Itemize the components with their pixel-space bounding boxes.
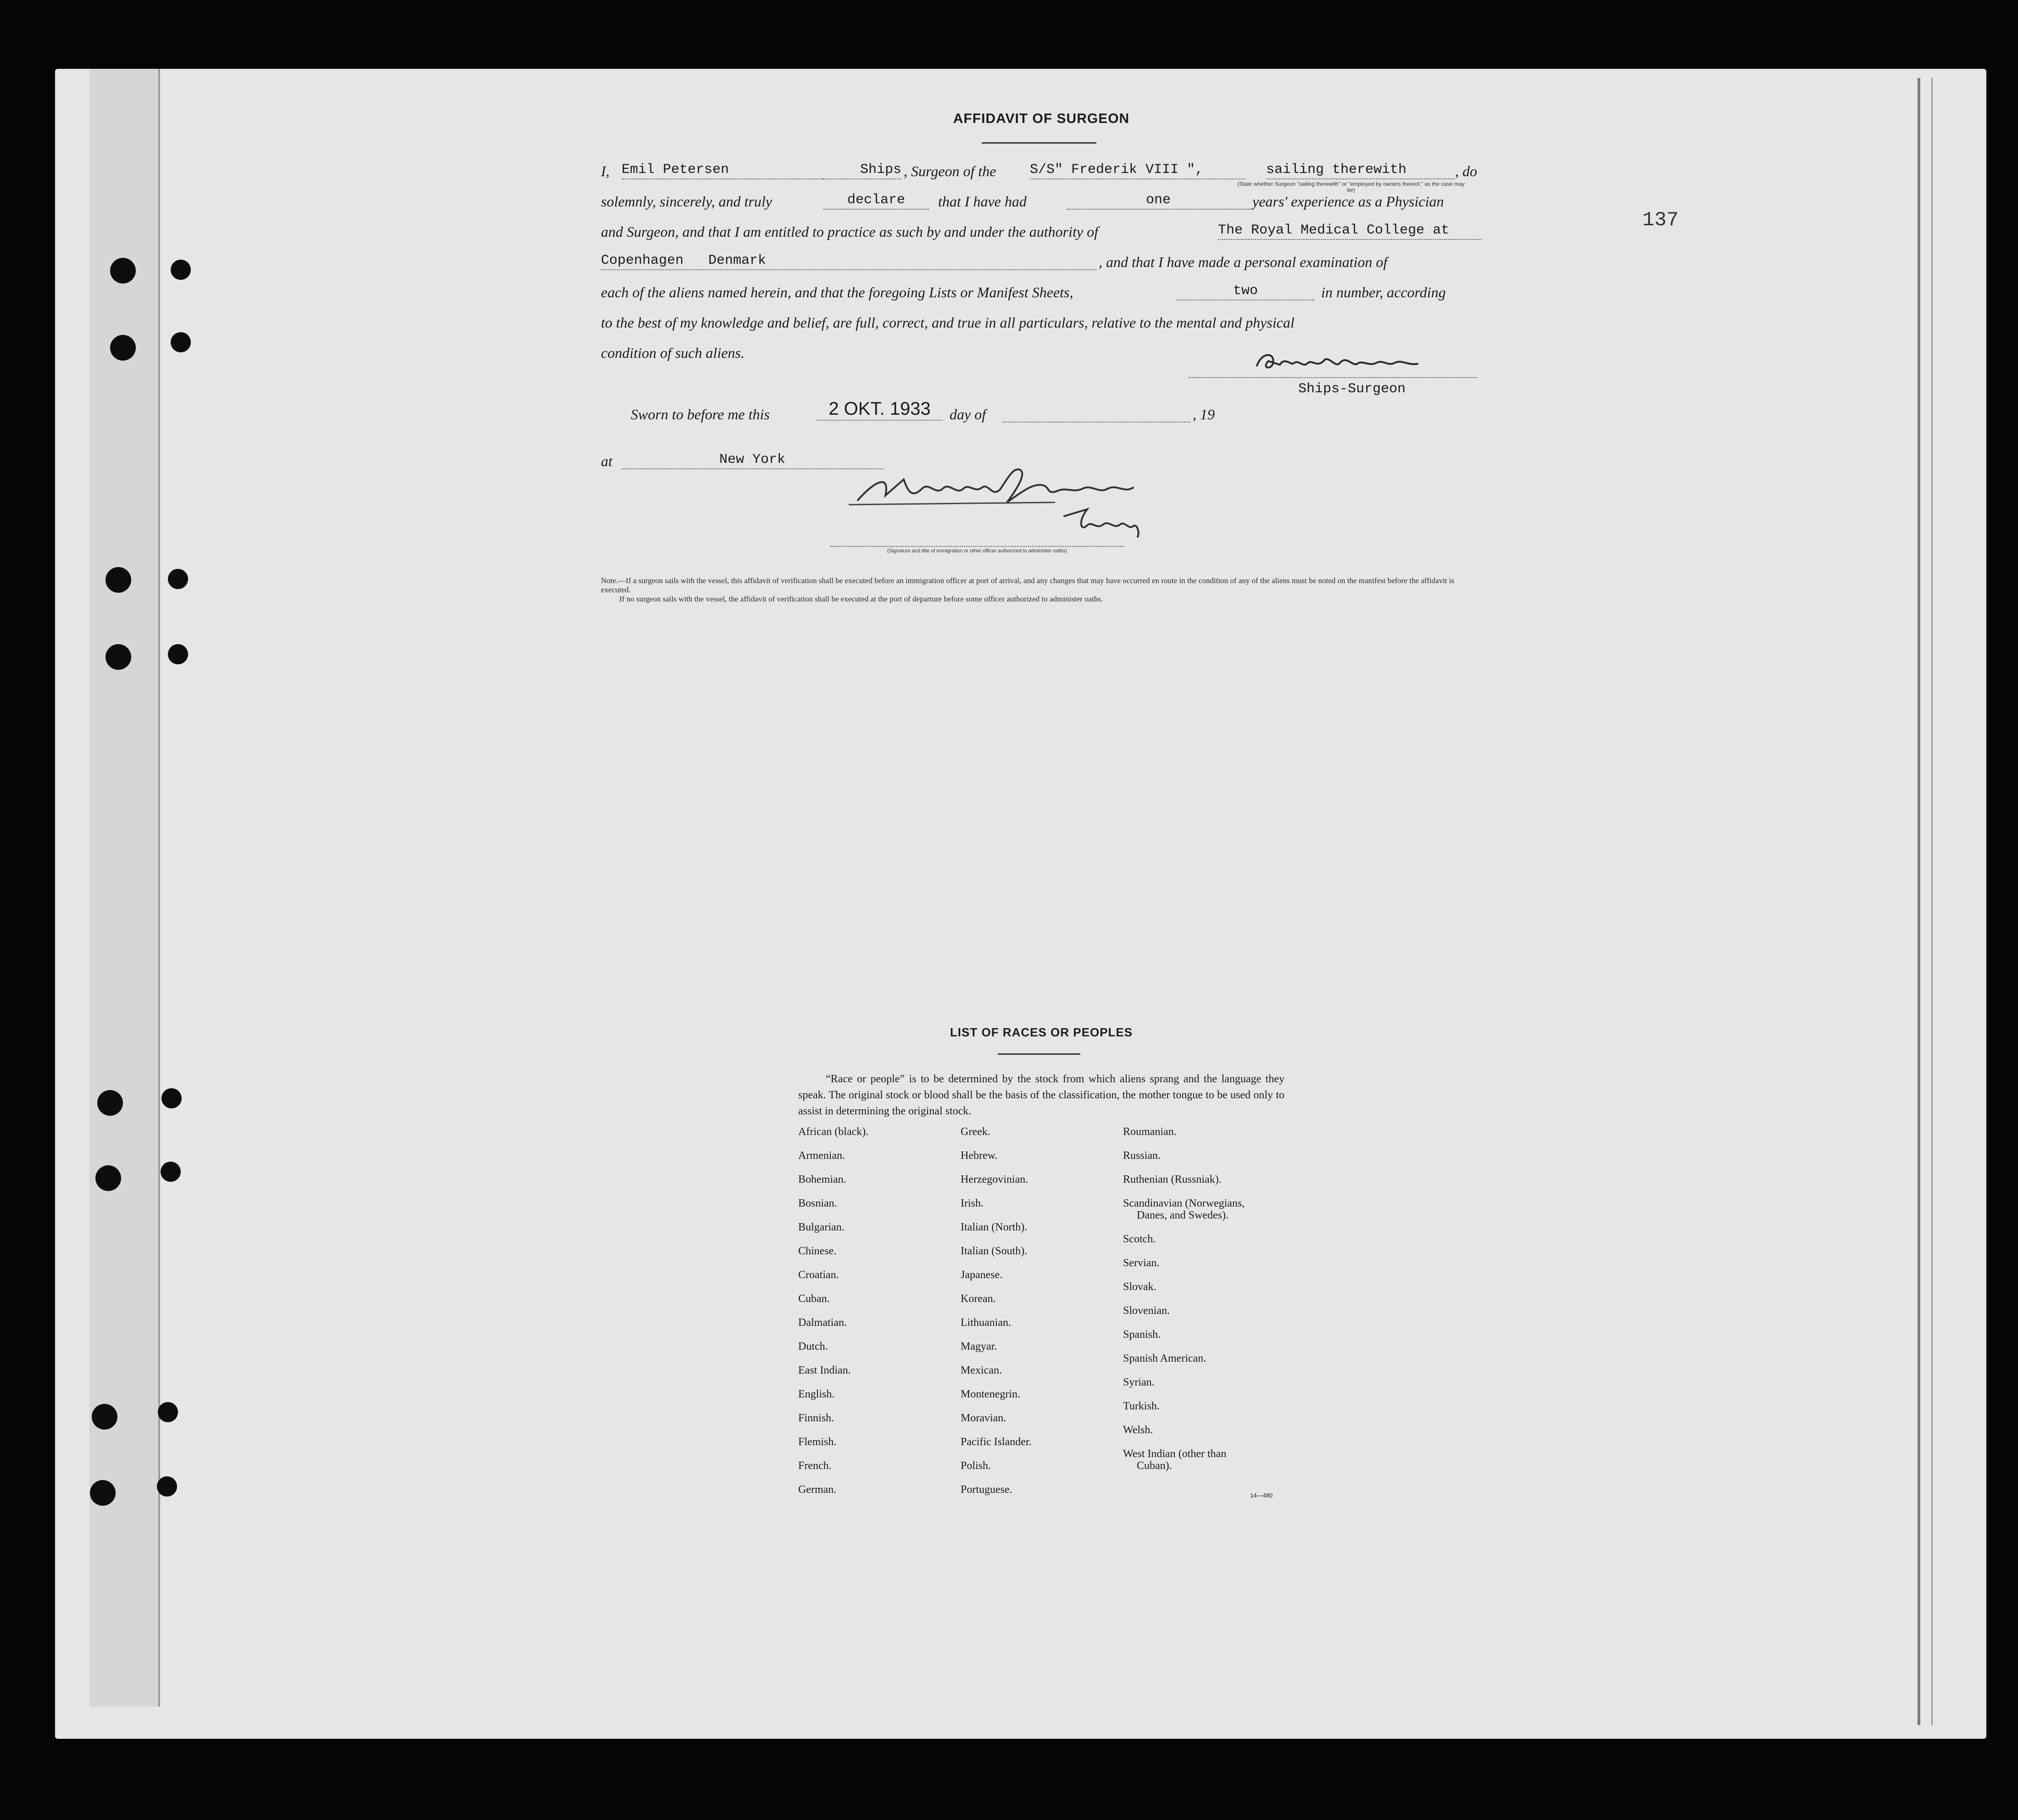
punch-hole bbox=[106, 644, 131, 670]
authority-field: The Royal Medical College at bbox=[1218, 223, 1482, 240]
signature-line bbox=[1188, 377, 1477, 378]
race-item: Bohemian. bbox=[798, 1174, 846, 1186]
race-item: Italian (South). bbox=[961, 1245, 1028, 1257]
punch-hole bbox=[97, 1090, 123, 1116]
text-condition: condition of such aliens. bbox=[601, 345, 745, 361]
race-item: Ruthenian (Russniak). bbox=[1123, 1174, 1222, 1186]
race-item: Roumanian. bbox=[1123, 1126, 1177, 1138]
race-item: East Indian. bbox=[798, 1364, 851, 1376]
race-item: Scotch. bbox=[1123, 1233, 1156, 1245]
text-years-experience: years' experience as a Physician bbox=[1252, 193, 1444, 210]
race-item: Magyar. bbox=[961, 1341, 997, 1352]
races-intro: “Race or people” is to be determined by the stock from which aliens sprang and the language they speak. The original stock or blood shall be the basis of the classification, the mother tongue to be used only to assist in determining the original stock. bbox=[798, 1073, 1284, 1117]
race-item: Turkish. bbox=[1123, 1400, 1160, 1412]
race-item: Pacific Islander. bbox=[961, 1436, 1032, 1448]
race-item: Hebrew. bbox=[961, 1150, 998, 1162]
affidavit-line-3 bbox=[601, 223, 1482, 251]
race-item: Mexican. bbox=[961, 1364, 1002, 1376]
text-solemnly: solemnly, sincerely, and truly bbox=[601, 193, 772, 210]
officer-signature bbox=[849, 452, 1197, 539]
verification-note bbox=[601, 576, 1482, 604]
page-number: 137 bbox=[1642, 209, 1679, 232]
races-column-1 bbox=[798, 1126, 868, 1508]
signature-title: Ships-Surgeon bbox=[1298, 381, 1406, 397]
races-title-rule bbox=[998, 1053, 1080, 1055]
race-item: Irish. bbox=[961, 1197, 984, 1209]
text-surgeon-of: , Surgeon of the bbox=[904, 163, 996, 179]
race-item: Syrian. bbox=[1123, 1376, 1155, 1388]
text-at: at bbox=[601, 453, 612, 469]
affidavit-line-5 bbox=[601, 284, 1482, 312]
race-item: Greek. bbox=[961, 1126, 990, 1138]
surgeon-name-field: Emil Petersen bbox=[622, 163, 823, 179]
text-in-number: in number, according bbox=[1321, 284, 1446, 301]
text-that-i-have-had: that I have had bbox=[938, 193, 1027, 210]
race-item: Polish. bbox=[961, 1460, 991, 1472]
race-item: Korean. bbox=[961, 1293, 996, 1305]
page-edge-inner bbox=[1931, 78, 1933, 1725]
note-text-2: If no surgeon sails with the vessel, the affidavit of verification shall be executed at the port of departure before some officer authorized to administer oaths. bbox=[619, 595, 1103, 603]
capacity-note: (State whether Surgeon "sailing therewith" or "employed by owners thereof," as the case may be) bbox=[1237, 181, 1465, 193]
races-title: LIST OF RACES OR PEOPLES bbox=[950, 1025, 1133, 1039]
affidavit-line-6 bbox=[601, 314, 1482, 342]
punch-hole bbox=[168, 569, 188, 589]
text-each-of-the-aliens: each of the aliens named herein, and that the foregoing Lists or Manifest Sheets, bbox=[601, 284, 1073, 301]
authority-field-cont: Copenhagen Denmark bbox=[601, 254, 1096, 270]
place-field: New York bbox=[622, 453, 883, 469]
years-field: one bbox=[1067, 193, 1250, 210]
text-personal-examination: , and that I have made a personal examination of bbox=[1099, 254, 1388, 270]
text-day-of: day of bbox=[950, 406, 986, 423]
punch-hole bbox=[95, 1165, 121, 1191]
binding-margin bbox=[89, 69, 160, 1707]
races-column-2 bbox=[961, 1126, 1032, 1508]
punch-hole bbox=[171, 260, 191, 280]
affidavit-title: AFFIDAVIT OF SURGEON bbox=[953, 111, 1130, 126]
officer-signature-line bbox=[830, 546, 1124, 547]
text-sworn: Sworn to before me this bbox=[631, 406, 770, 423]
race-item: Slovak. bbox=[1123, 1281, 1156, 1293]
text-and-surgeon: and Surgeon, and that I am entitled to practice as such by and under the authority of bbox=[601, 223, 1098, 240]
race-item: Finnish. bbox=[798, 1412, 834, 1424]
race-item: Croatian. bbox=[798, 1269, 839, 1281]
sheets-field: two bbox=[1177, 284, 1314, 301]
race-item: Italian (North). bbox=[961, 1221, 1028, 1233]
race-item: Herzegovinian. bbox=[961, 1174, 1028, 1186]
date-stamp: 2 OKT. 1933 bbox=[817, 400, 943, 421]
race-item: Lithuanian. bbox=[961, 1317, 1011, 1329]
race-item: French. bbox=[798, 1460, 832, 1472]
race-item: African (black). bbox=[798, 1126, 869, 1138]
vessel-field: S/S" Frederik VIII ", bbox=[1030, 163, 1245, 179]
punch-hole bbox=[158, 1402, 178, 1422]
race-item: Servian. bbox=[1123, 1257, 1160, 1269]
race-item: German. bbox=[798, 1484, 837, 1496]
race-item: Slovenian. bbox=[1123, 1305, 1170, 1317]
race-item: Dalmatian. bbox=[798, 1317, 847, 1329]
punch-hole bbox=[106, 567, 131, 593]
text-best-of-knowledge: to the best of my knowledge and belief, are full, correct, and true in all particulars, relative to the mental and physical bbox=[601, 314, 1295, 331]
race-item: Spanish American. bbox=[1123, 1352, 1206, 1364]
race-item: Dutch. bbox=[798, 1341, 828, 1352]
text-year-19: , 19 bbox=[1193, 406, 1215, 423]
races-column-3 bbox=[1123, 1126, 1245, 1484]
note-text-1: Note.—If a surgeon sails with the vessel, this affidavit of verification shall be executed before an immigration officer at port of arrival, and any changes that may have occurred en route in the condition of any of the aliens must be noted on the manifest before the affidavit is executed. bbox=[601, 576, 1455, 594]
race-item: Spanish. bbox=[1123, 1329, 1161, 1341]
race-item: Welsh. bbox=[1123, 1424, 1153, 1436]
race-item: Russian. bbox=[1123, 1150, 1161, 1162]
race-item: Armenian. bbox=[798, 1150, 845, 1162]
punch-hole bbox=[110, 258, 136, 284]
race-item: Bosnian. bbox=[798, 1197, 837, 1209]
text-do: , do bbox=[1455, 163, 1477, 179]
punch-hole bbox=[110, 335, 136, 361]
race-item: Moravian. bbox=[961, 1412, 1006, 1424]
page-edge bbox=[1918, 78, 1920, 1725]
affidavit-line-2 bbox=[601, 193, 1482, 221]
capacity-field: sailing therewith bbox=[1266, 163, 1454, 179]
text-i: I, bbox=[601, 163, 610, 179]
affidavit-line-4 bbox=[601, 254, 1482, 281]
race-item-cont: Cuban). bbox=[1137, 1460, 1172, 1472]
declare-field: declare bbox=[823, 193, 929, 210]
race-item: Portuguese. bbox=[961, 1484, 1012, 1496]
title-rule bbox=[982, 142, 1096, 144]
race-item: Flemish. bbox=[798, 1436, 837, 1448]
punch-hole bbox=[90, 1480, 116, 1506]
race-item: Scandinavian (Norwegians, bbox=[1123, 1197, 1245, 1209]
month-field bbox=[1002, 406, 1190, 423]
race-item: West Indian (other than bbox=[1123, 1448, 1227, 1460]
race-item: Chinese. bbox=[798, 1245, 837, 1257]
sworn-line bbox=[601, 399, 1482, 434]
form-number: 14—480 bbox=[1250, 1492, 1273, 1499]
race-item: Bulgarian. bbox=[798, 1221, 845, 1233]
race-item: Montenegrin. bbox=[961, 1388, 1020, 1400]
race-item: English. bbox=[798, 1388, 835, 1400]
race-item: Japanese. bbox=[961, 1269, 1003, 1281]
punch-hole bbox=[161, 1088, 182, 1108]
punch-hole bbox=[161, 1162, 181, 1182]
punch-hole bbox=[92, 1404, 117, 1430]
punch-hole bbox=[168, 644, 188, 664]
officer-caption: (Signature and title of immigration or other officer authorized to administer oaths) bbox=[887, 548, 1067, 554]
punch-hole bbox=[157, 1476, 177, 1497]
race-item-cont: Danes, and Swedes). bbox=[1137, 1209, 1229, 1221]
punch-hole bbox=[171, 332, 191, 352]
surgeon-rank-field: Ships bbox=[823, 163, 901, 179]
race-item: Cuban. bbox=[798, 1293, 830, 1305]
surgeon-signature bbox=[1248, 343, 1440, 379]
